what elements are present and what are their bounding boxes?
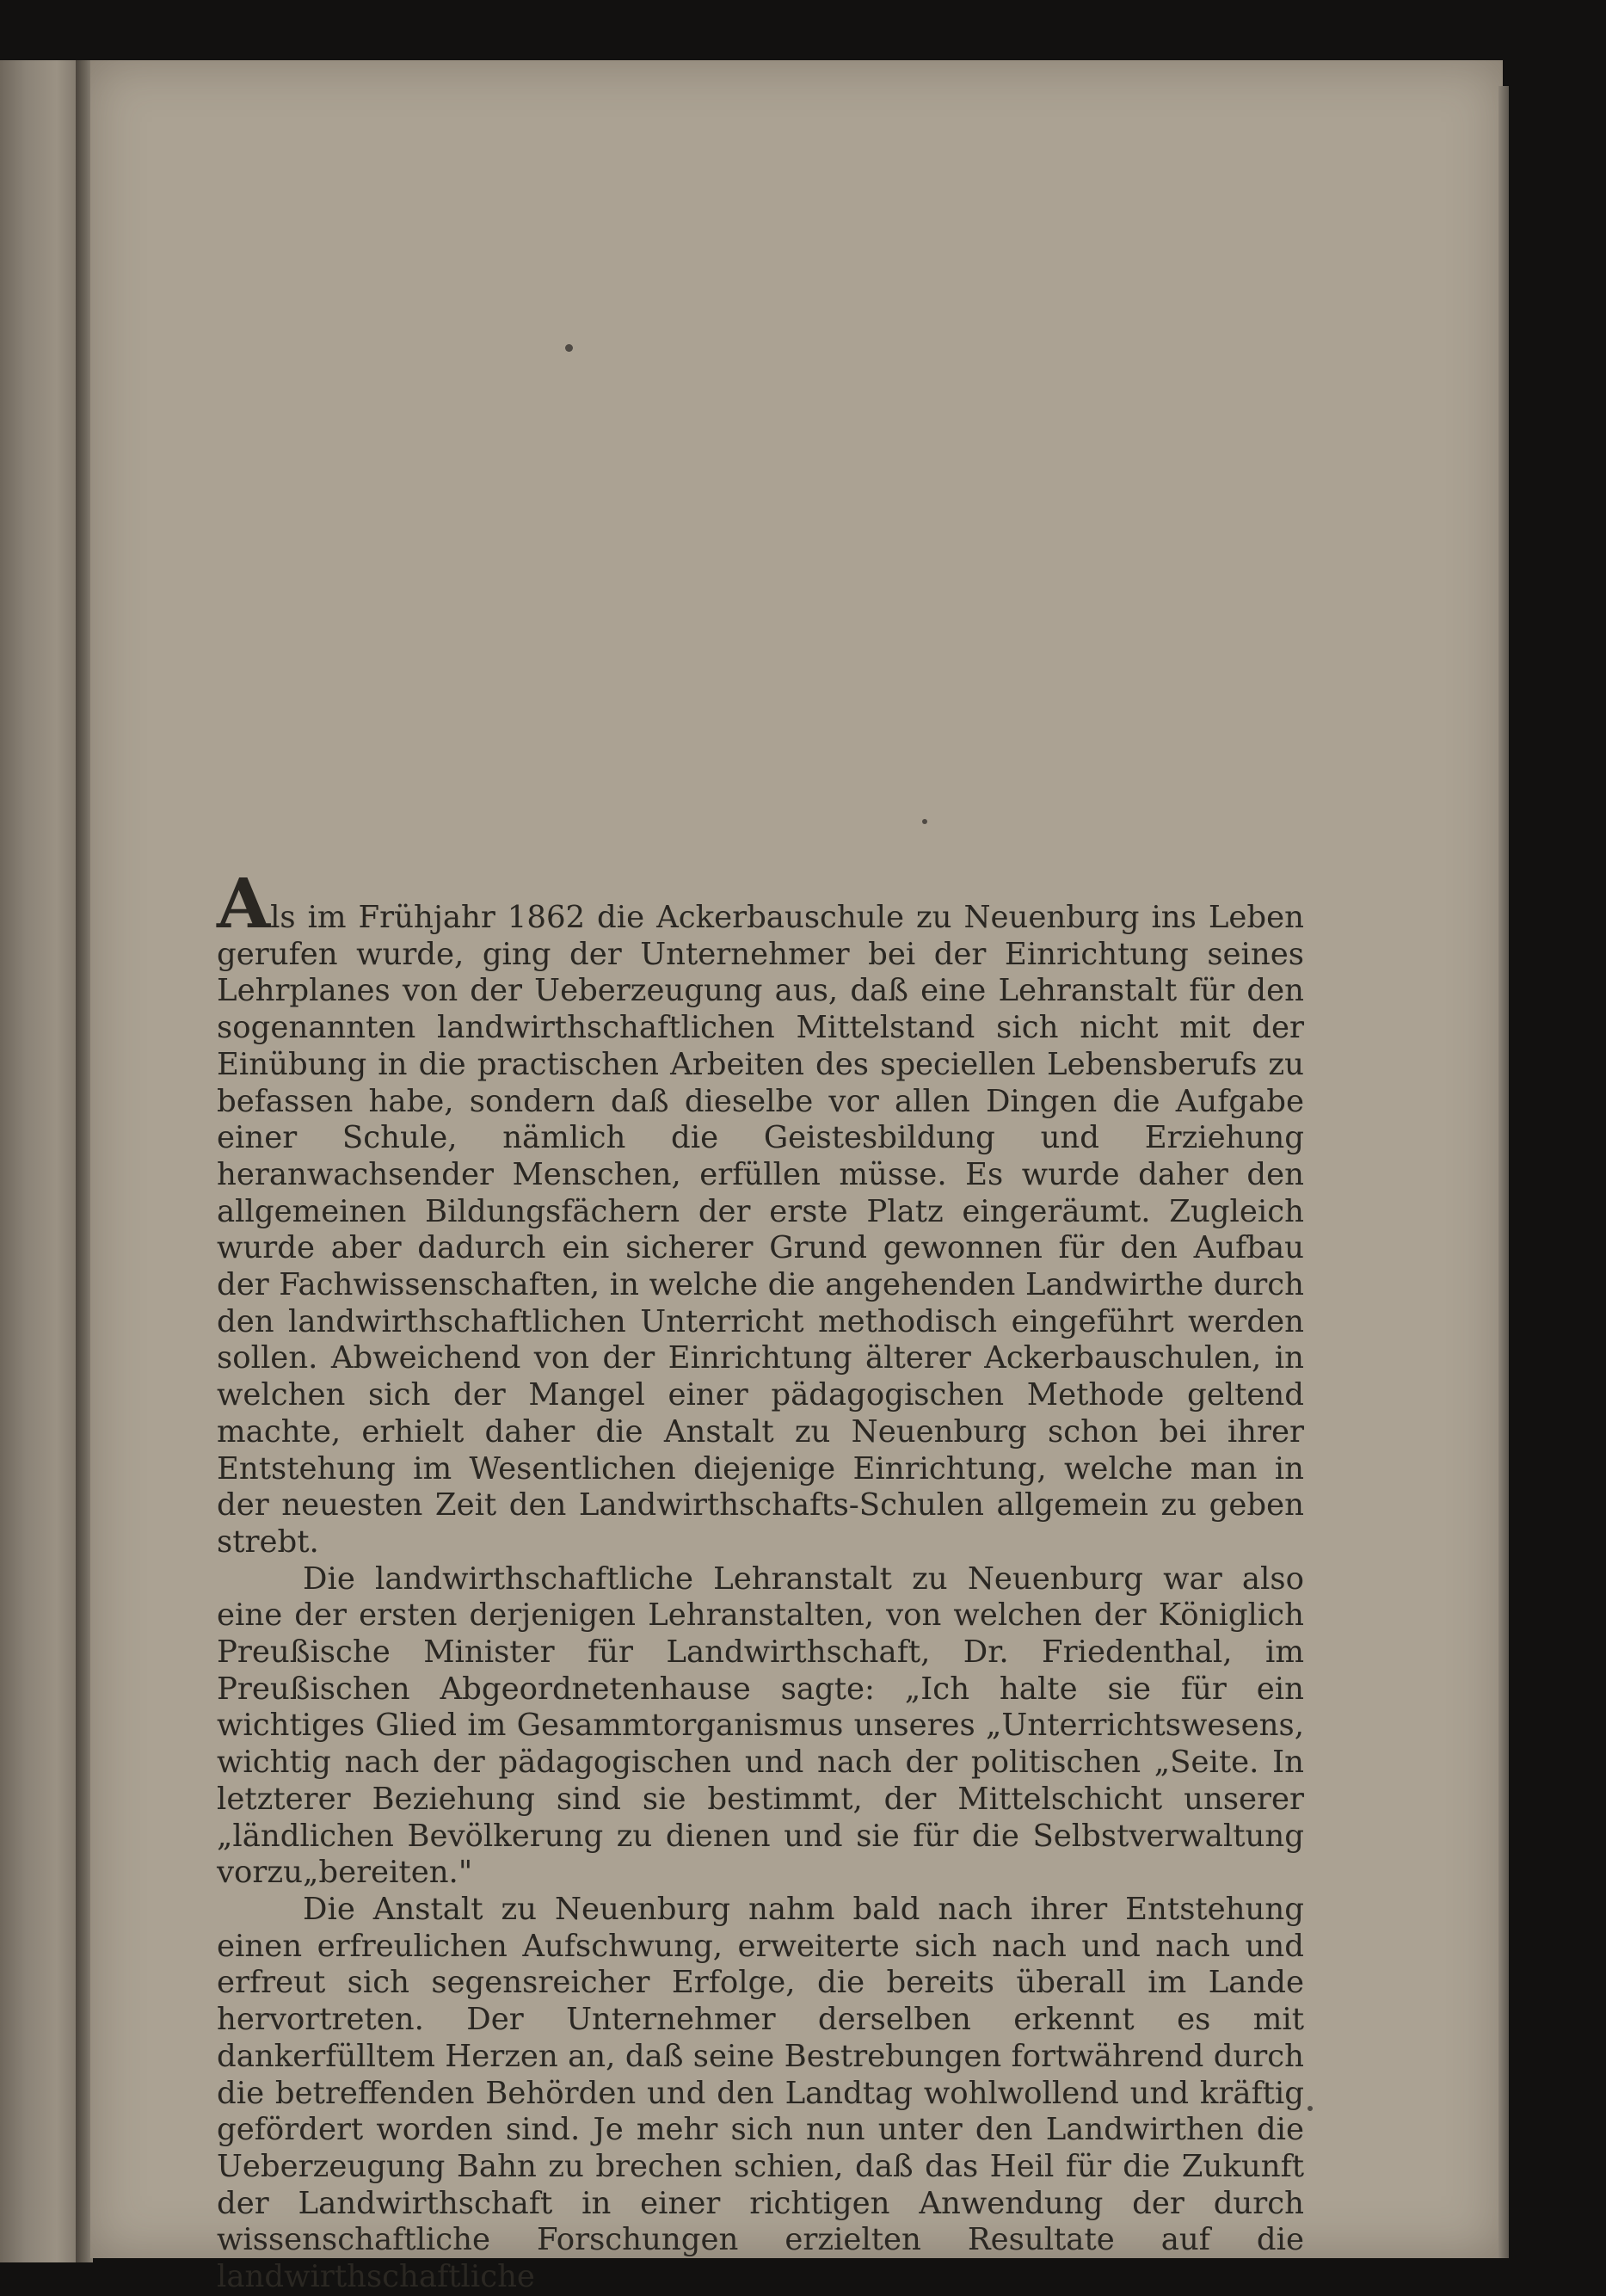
paragraph: Die landwirthschaftliche Lehranstalt zu Neuenburg war also eine der ersten derjenigen Lehranstalten, von welchen der Königlich Preußische Minister für Landwirthschaft, Dr. Friedenthal, im Preußischen Abgeordnetenhause sagte: „Ich halte sie für ein wichtiges Glied im Gesammtorganismus unseres „Unterrichtswesens, wichtig nach der pädagogischen und nach der politischen „Seite. In letzterer Beziehung sind sie bestimmt, der Mittelschicht unserer „ländlichen Bevölkerung zu dienen und sie für die Selbstverwaltung vorzu„bereiten." xyxy=(217,1560,1304,1891)
page-edge-shadow xyxy=(1498,86,1509,2258)
paper-speck xyxy=(922,819,927,824)
body-text xyxy=(217,863,1304,2296)
paragraph: Die Anstalt zu Neuenburg nahm bald nach ihrer Entstehung einen erfreulichen Aufschwung, erweiterte sich nach und nach und erfreut sich segensreicher Erfolge, die bereits überall im Lande hervortreten. Der Unternehmer derselben erkennt es mit dankerfülltem Herzen an, daß seine Bestrebungen fortwährend durch die betreffenden Behörden und den Landtag wohlwollend und kräftig gefördert worden sind. Je mehr sich nun unter den Landwirthen die Ueberzeugung Bahn zu brechen schien, daß das Heil für die Zukunft der Landwirthschaft in einer richtigen Anwendung der durch wissenschaftliche Forschungen erzielten Resultate auf die landwirthschaftliche xyxy=(217,1891,1304,2295)
paper-speck xyxy=(565,344,573,352)
paper-speck xyxy=(1308,2106,1313,2111)
left-page-edge xyxy=(0,60,76,2262)
paragraph: Als im Frühjahr 1862 die Ackerbauschule zu Neuenburg ins Leben gerufen wurde, ging der Unternehmer bei der Einrichtung seines Lehrplanes von der Ueberzeugung aus, daß eine Lehranstalt für den sogenannten landwirthschaftlichen Mittelstand sich nicht mit der Einübung in die practischen Arbeiten des speciellen Lebensberufs zu befassen habe, sondern daß dieselbe vor allen Dingen die Aufgabe einer Schule, nämlich die Geistesbildung und Erziehung heranwachsender Menschen, erfüllen müsse. Es wurde daher den allgemeinen Bildungsfächern der erste Platz eingeräumt. Zugleich wurde aber dadurch ein sicherer Grund gewonnen für den Aufbau der Fachwissenschaften, in welche die angehenden Landwirthe durch den landwirthschaftlichen Unterricht methodisch eingeführt werden sollen. Abweichend von der Einrichtung älterer Ackerbauschulen, in welchen sich der Mangel einer pädagogischen Methode geltend machte, erhielt daher die Anstalt zu Neuenburg schon bei ihrer Entstehung im Wesentlichen diejenige Einrichtung, welche man in der neuesten Zeit den Landwirthschafts-Schulen allgemein zu geben strebt. xyxy=(217,863,1304,1560)
